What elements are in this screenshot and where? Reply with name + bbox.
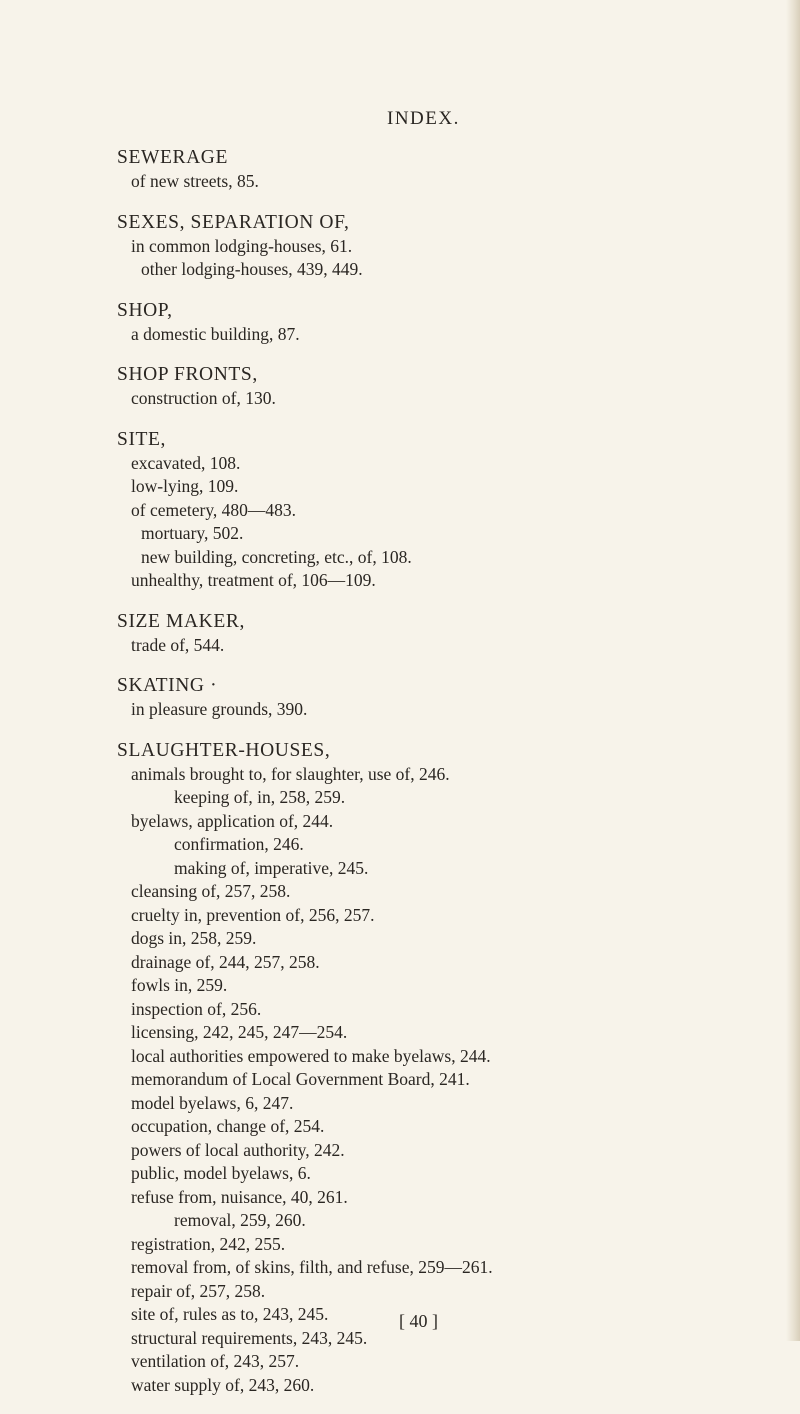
index-entry [117,363,797,411]
index-entry [117,428,797,593]
subentry: new building, concreting, etc., of, 108. [141,546,412,567]
entry-heading: SLAUGHTER-HOUSES, [117,739,331,761]
subentry: dogs in, 258, 259. [131,928,257,948]
index-entry [117,299,797,347]
subentry: model byelaws, 6, 247. [131,1092,294,1113]
subentry: removal from, of skins, filth, and refuse, 259—261. [131,1257,493,1277]
subentry: excavated, 108. [131,452,241,473]
subentry: inspection of, 256. [131,998,262,1019]
subentry: of cemetery, 480—483. [131,499,297,520]
subentry: cleansing of, 257, 258. [131,881,291,901]
subentry: ventilation of, 243, 257. [131,1351,300,1371]
subentry: drainage of, 244, 257, 258. [131,951,320,972]
subentry: in pleasure grounds, 390. [131,699,308,719]
subentry: cruelty in, prevention of, 256, 257. [131,904,375,925]
entry-heading: SITE, [117,428,167,450]
subentry: byelaws, application of, 244. [131,810,334,831]
subentry: local authorities empowered to make byelaws, 244. [131,1045,491,1066]
index-entry [117,674,797,722]
subentry: water supply of, 243, 260. [131,1374,315,1395]
subentry: powers of local authority, 242. [131,1139,345,1160]
subentry: construction of, 130. [131,388,276,408]
subentry: structural requirements, 243, 245. [131,1327,368,1348]
subentry: refuse from, nuisance, 40, 261. [131,1186,348,1207]
index-entry [117,211,797,282]
index-entry [117,610,797,658]
subentry: of new streets, 85. [131,171,259,191]
subentry: a domestic building, 87. [131,323,300,344]
subentry: fowls in, 259. [131,975,228,995]
subentry: unhealthy, treatment of, 106—109. [131,570,376,590]
subentry: memorandum of Local Government Board, 241. [131,1069,470,1089]
entry-heading: SHOP FRONTS, [117,364,258,385]
subentry: low-lying, 109. [131,476,239,496]
index-list [117,146,797,1414]
index-entry [117,146,797,194]
entry-heading: SHOP, [117,299,173,321]
subentry: public, model byelaws, 6. [131,1163,311,1183]
subentry: mortuary, 502. [141,523,244,543]
subentry: registration, 242, 255. [131,1233,286,1254]
subentry: site of, rules as to, 243, 245. [131,1304,329,1324]
entry-heading: SEWERAGE [117,147,228,168]
sub-subentry: confirmation, 246. [174,834,304,854]
index-entry [117,739,797,1398]
entry-heading: SEXES, SEPARATION OF, [117,211,350,233]
sub-subentry: removal, 259, 260. [174,1210,306,1230]
subentry: other lodging-houses, 439, 449. [141,259,363,279]
subentry: occupation, change of, 254. [131,1116,325,1136]
sub-subentry: keeping of, in, 258, 259. [174,787,346,807]
running-head: INDEX. [387,108,460,129]
subentry: trade of, 544. [131,634,225,655]
subentry: in common lodging-houses, 61. [131,235,353,256]
subentry: repair of, 257, 258. [131,1280,266,1301]
sub-subentry: making of, imperative, 245. [174,857,369,878]
subentry: licensing, 242, 245, 247—254. [131,1022,348,1042]
entry-heading: SKATING · [117,675,218,696]
subentry: animals brought to, for slaughter, use of, 246. [131,763,450,784]
page-number: [ 40 ] [399,1311,438,1331]
entry-heading: SIZE MAKER, [117,610,245,632]
